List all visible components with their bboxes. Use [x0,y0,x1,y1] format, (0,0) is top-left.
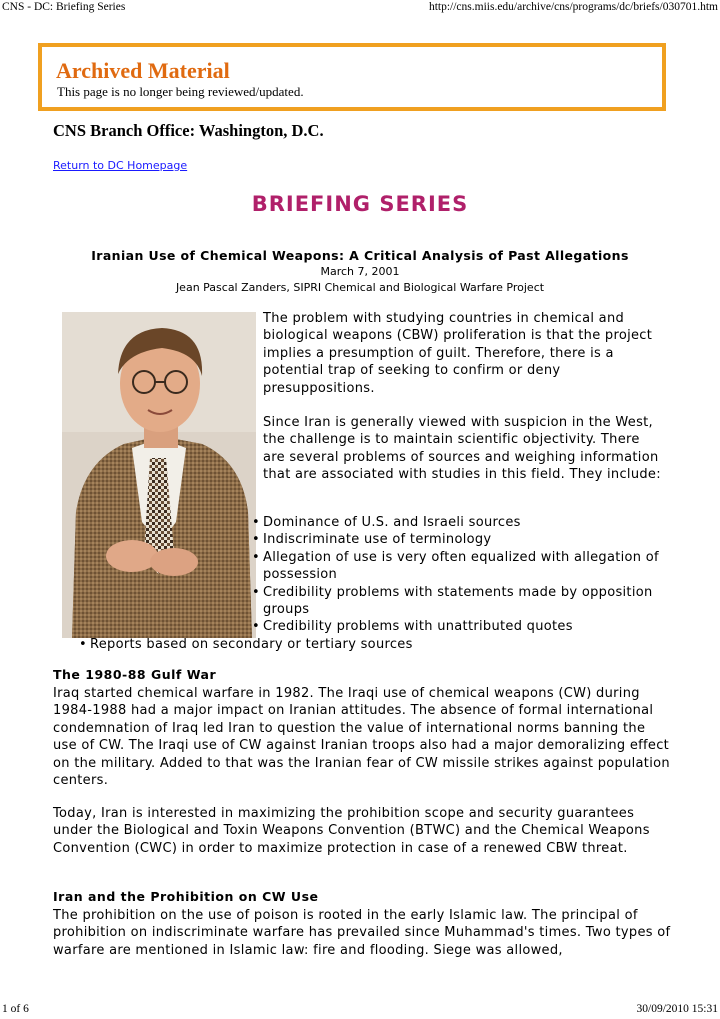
problems-list [263,514,663,636]
series-title: BRIEFING SERIES [251,192,469,216]
list-item: • Credibility problems with statements made by opposition groups [263,584,663,619]
list-item: • Reports based on secondary or tertiary sources [90,636,590,653]
archive-notice-title: Archived Material [56,58,230,83]
section-heading-gulf-war: The 1980-88 Gulf War [53,667,217,682]
prohibition-paragraph: The prohibition on the use of poison is rooted in the early Islamic law. The principal of prohibition on indiscriminate warfare has prevailed since Muhammad's times. Two types of warfare are mentioned in Islamic law: fire and flooding. Siege was allowed, [53,908,671,958]
article-author: Jean Pascal Zanders, SIPRI Chemical and Biological Warfare Project [175,281,545,294]
list-item: • Dominance of U.S. and Israeli sources [263,514,663,531]
print-header-url: http://cns.miis.edu/archive/cns/programs/dc/briefs/030701.htm [428,1,718,13]
archive-notice-subtitle: This page is no longer being reviewed/updated. [57,84,304,99]
print-footer-timestamp: 30/09/2010 15:31 [636,1003,718,1015]
branch-heading: CNS Branch Office: Washington, D.C. [53,121,324,140]
gulf-war-paragraph-2: Today, Iran is interested in maximizing the prohibition scope and security guarantees under the Biological and Toxin Weapons Convention (BTWC) and the Chemical Weapons Convention (CWC) in order to maximize protection in case of a renewed CBW threat. [53,806,650,856]
intro-paragraph-2: Since Iran is generally viewed with suspicion in the West, the challenge is to maintain scientific objectivity. There are several problems of sources and weighing information that are associated with studies in this field. They include: [263,415,661,483]
problems-list-continued [90,636,590,653]
return-to-dc-homepage-link[interactable]: Return to DC Homepage [53,159,188,172]
list-item: • Allegation of use is very often equalized with allegation of possession [263,549,663,584]
intro-paragraph-1: The problem with studying countries in chemical and biological weapons (CBW) proliferation is that the project implies a presumption of guilt. Therefore, there is a potential trap of seeking to confirm or deny presuppositions. [263,311,653,396]
article-date: March 7, 2001 [320,265,400,278]
print-footer-page: 1 of 6 [2,1003,29,1015]
print-header-title: CNS - DC: Briefing Series [2,1,126,13]
speaker-photo [62,312,256,638]
archive-notice [38,43,666,111]
list-item: • Credibility problems with unattributed quotes [263,618,663,635]
list-item: • Indiscriminate use of terminology [263,531,663,548]
section-heading-prohibition: Iran and the Prohibition on CW Use [53,889,319,904]
gulf-war-paragraph-1: Iraq started chemical warfare in 1982. The Iraqi use of chemical weapons (CW) during 1984-1988 had a major impact on Iranian attitudes. The absence of formal international condemnation of Iraq led Iran to question the value of international norms banning the use of CW. The Iraqi use of CW against Iranian troops also had a major demoralizing effect on the military. Added to that was the Iranian fear of CW missile strikes against population centers. [53,686,670,789]
article-title: Iranian Use of Chemical Weapons: A Critical Analysis of Past Allegations [91,248,629,263]
